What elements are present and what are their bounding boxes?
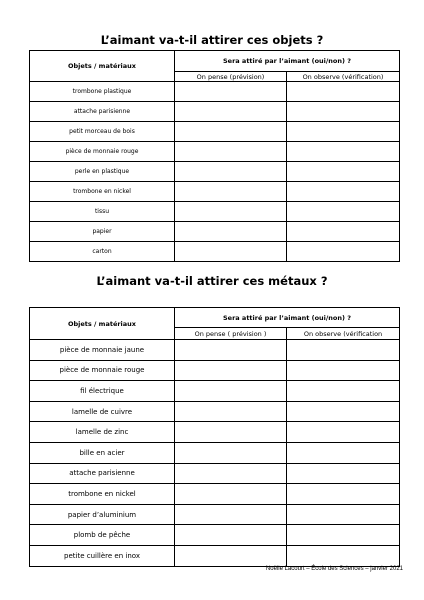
table-row [30,122,400,142]
prediction-cell[interactable] [175,360,287,381]
objects-table [29,50,400,262]
object-label: fil électrique [30,381,175,402]
metals-table [29,307,400,567]
prediction-cell[interactable] [175,463,287,484]
verification-cell[interactable] [287,340,400,361]
verification-cell[interactable] [287,504,400,525]
verification-cell[interactable] [287,82,400,102]
verification-cell[interactable] [287,381,400,402]
table-row [30,222,400,242]
object-label: trombone en nickel [30,182,175,202]
prediction-cell[interactable] [175,484,287,505]
table-row [30,484,400,505]
object-label: plomb de pêche [30,525,175,546]
prediction-cell[interactable] [175,182,287,202]
prediction-cell[interactable] [175,122,287,142]
prediction-cell[interactable] [175,340,287,361]
table-row [30,381,400,402]
verification-cell[interactable] [287,360,400,381]
table-row [30,401,400,422]
verification-cell[interactable] [287,463,400,484]
table-row [30,162,400,182]
table-row [30,182,400,202]
prediction-cell[interactable] [175,422,287,443]
object-label: lamelle de zinc [30,422,175,443]
verification-cell[interactable] [287,102,400,122]
table-row [30,422,400,443]
object-label: petite cuillère en inox [30,545,175,566]
object-label: trombone plastique [30,82,175,102]
object-label: lamelle de cuivre [30,401,175,422]
prediction-cell[interactable] [175,202,287,222]
object-label: carton [30,242,175,262]
verification-cell[interactable] [287,202,400,222]
footer-credit: Noëlle Lacourt – École des Sciences – janvier 2021 [265,566,403,572]
object-label: attache parisienne [30,463,175,484]
table-row [30,463,400,484]
object-label: pièce de monnaie rouge [30,142,175,162]
prediction-cell[interactable] [175,222,287,242]
object-label: attache parisienne [30,102,175,122]
verification-cell[interactable] [287,422,400,443]
prediction-column-header: On pense ( prévision ) [175,328,287,340]
prediction-cell[interactable] [175,442,287,463]
verification-cell[interactable] [287,484,400,505]
prediction-cell[interactable] [175,242,287,262]
section2-title: L’aimant va-t-il attirer ces métaux ? [96,274,328,288]
table-row [30,102,400,122]
verification-cell[interactable] [287,525,400,546]
prediction-cell[interactable] [175,401,287,422]
object-label: perle en plastique [30,162,175,182]
table-row [30,242,400,262]
prediction-cell[interactable] [175,142,287,162]
table-row [30,142,400,162]
object-label: pièce de monnaie rouge [30,360,175,381]
verification-column-header: On observe (vérification) [287,72,400,82]
table-row [30,545,400,566]
table-row [30,82,400,102]
verification-cell[interactable] [287,242,400,262]
object-label: papier [30,222,175,242]
verification-cell[interactable] [287,545,400,566]
objects-column-header: Objets / matériaux [30,51,175,82]
table-row [30,340,400,361]
objects-column-header: Objets / matériaux [30,308,175,340]
table-row [30,504,400,525]
prediction-cell[interactable] [175,102,287,122]
verification-cell[interactable] [287,222,400,242]
table-row [30,202,400,222]
table-row [30,360,400,381]
verification-cell[interactable] [287,401,400,422]
attracted-column-header: Sera attiré par l’aimant (oui/non) ? [175,51,400,72]
prediction-cell[interactable] [175,504,287,525]
verification-cell[interactable] [287,182,400,202]
prediction-cell[interactable] [175,82,287,102]
table-row [30,525,400,546]
attracted-column-header: Sera attiré par l’aimant (oui/non) ? [175,308,400,328]
verification-column-header: On observe (vérification [287,328,400,340]
object-label: papier d’aluminium [30,504,175,525]
object-label: pièce de monnaie jaune [30,340,175,361]
prediction-cell[interactable] [175,545,287,566]
prediction-cell[interactable] [175,162,287,182]
object-label: bille en acier [30,442,175,463]
table-row [30,442,400,463]
prediction-cell[interactable] [175,525,287,546]
prediction-column-header: On pense (prévision) [175,72,287,82]
object-label: petit morceau de bois [30,122,175,142]
prediction-cell[interactable] [175,381,287,402]
object-label: tissu [30,202,175,222]
verification-cell[interactable] [287,122,400,142]
verification-cell[interactable] [287,442,400,463]
object-label: trombone en nickel [30,484,175,505]
verification-cell[interactable] [287,142,400,162]
section1-title: L’aimant va-t-il attirer ces objets ? [100,33,324,47]
verification-cell[interactable] [287,162,400,182]
